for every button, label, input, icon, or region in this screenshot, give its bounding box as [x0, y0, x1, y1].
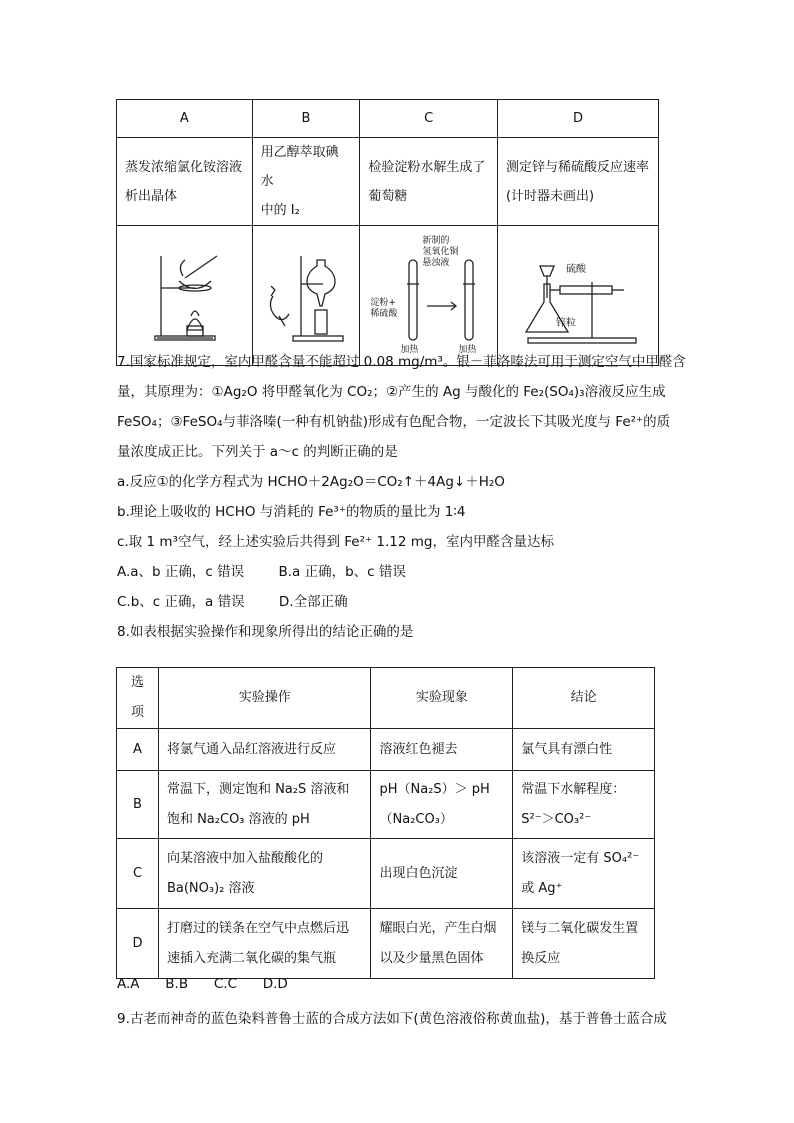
header-c: C	[360, 100, 498, 138]
header-conclusion: 结论	[513, 668, 655, 729]
q7-options-1: A.a、b 正确，c 错误 B.a 正确，b、c 错误	[117, 564, 406, 580]
desc-c: 检验淀粉水解生成了 葡萄糖	[360, 138, 498, 226]
desc-a: 蒸发浓缩氯化铵溶液 析出晶体	[117, 138, 253, 226]
q7-line: 量，其原理为：①Ag₂O 将甲醛氧化为 CO₂；②产生的 Ag 与酸化的 Fe₂(SO₄)₃溶液反应生成	[117, 384, 666, 400]
separatory-funnel-apparatus	[252, 226, 360, 366]
evaporation-apparatus	[117, 226, 253, 366]
table-row: B 常温下，测定饱和 Na₂S 溶液和 饱和 Na₂CO₃ 溶液的 pH pH（Na₂S）＞ pH （Na₂CO₃） 常温下水解程度： S²⁻＞CO₃²⁻	[117, 771, 655, 839]
question-7	[117, 347, 687, 647]
heat-label-2: 加热	[458, 345, 477, 355]
q7-options-2: C.b、c 正确，a 错误 D.全部正确	[117, 594, 348, 610]
q7-line: 量浓度成正比。下列关于 a～c 的判断正确的是	[117, 444, 398, 460]
table-row: D 打磨过的镁条在空气中点燃后迅 速插入充满二氧化碳的集气瓶 耀眼白光，产生白烟 以及少量黑色固体 镁与二氧化碳发生置 换反应	[117, 909, 655, 979]
header-a: A	[117, 100, 253, 138]
header-phenomenon: 实验现象	[371, 668, 513, 729]
q7-statement-a: a.反应①的化学方程式为 HCHO＋2Ag₂O＝CO₂↑＋4Ag↓＋H₂O	[117, 474, 505, 490]
separatory-funnel-icon	[253, 226, 359, 361]
table-row: C 向某溶液中加入盐酸酸化的 Ba(NO₃)₂ 溶液 出现白色沉淀 该溶液一定有 SO₄²⁻ 或 Ag⁺	[117, 839, 655, 909]
q8-title: 8.如表根据实验操作和现象所得出的结论正确的是	[117, 624, 414, 640]
reaction-rate-apparatus	[497, 226, 658, 366]
desc-b: 用乙醇萃取碘水 中的 I₂	[252, 138, 360, 226]
header-d: D	[497, 100, 658, 138]
starch-acid-label: 淀粉+ 稀硫酸	[370, 298, 398, 319]
heat-label-1: 加热	[400, 345, 419, 355]
header-b: B	[252, 100, 360, 138]
zinc-label: 锌粒	[555, 318, 576, 329]
question-9: 9.古老而神奇的蓝色染料普鲁士蓝的合成方法如下(黄色溶液俗称黄血盐)，基于普鲁士蓝合成	[117, 1011, 667, 1027]
desc-d: 测定锌与稀硫酸反应速率 (计时器未画出)	[497, 138, 658, 226]
flask-syringe-icon	[498, 226, 658, 361]
reagent-label: 新制的 氢氧化铜 悬浊液	[422, 236, 459, 268]
q8-answers: A.A B.B C.C D.D	[117, 976, 288, 992]
table-row: A 将氯气通入品红溶液进行反应 溶液红色褪去 氯气具有漂白性	[117, 729, 655, 771]
q7-statement-c: c.取 1 m³空气，经上述实验后共得到 Fe²⁺ 1.12 mg，室内甲醛含量达标	[117, 534, 554, 550]
q7-line: 7.国家标准规定，室内甲醛含量不能超过 0.08 mg/m³。银－菲洛嗪法可用于测定空气中甲醛含	[117, 354, 686, 370]
q7-statement-b: b.理论上吸收的 HCHO 与消耗的 Fe³⁺的物质的量比为 1∶4	[117, 504, 466, 520]
starch-hydrolysis-apparatus	[360, 226, 498, 366]
experiment-table	[116, 667, 655, 979]
apparatus-table	[116, 99, 659, 366]
acid-label: 硫酸	[565, 264, 586, 275]
q7-line: FeSO₄；③FeSO₄与菲洛嗪(一种有机钠盐)形成有色配合物，一定波长下其吸光度与 Fe²⁺的质	[117, 414, 671, 430]
header-option: 选项	[117, 668, 159, 729]
header-operation: 实验操作	[158, 668, 371, 729]
evaporating-dish-icon	[117, 226, 251, 361]
